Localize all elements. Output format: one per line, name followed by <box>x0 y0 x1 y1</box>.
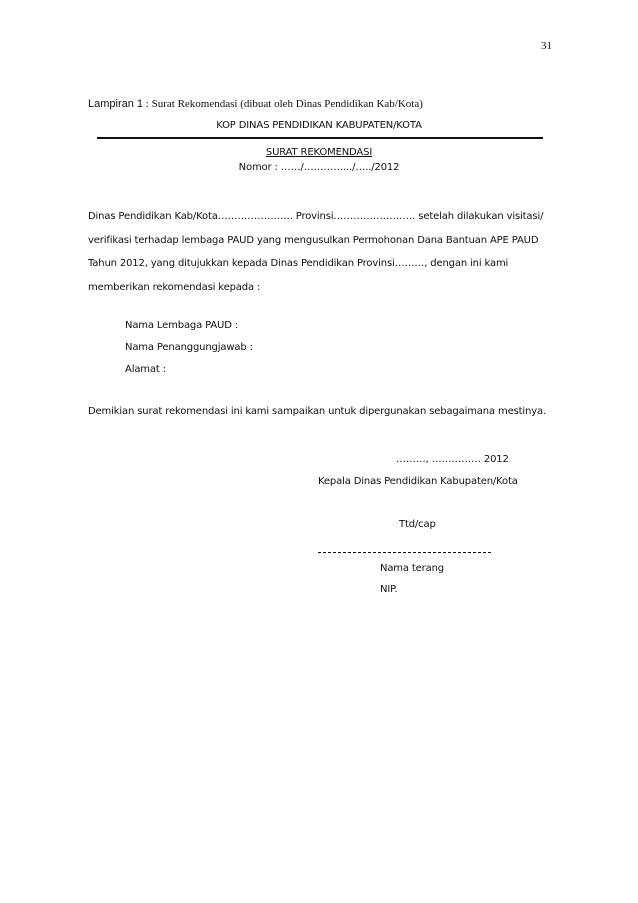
lampiran-heading <box>88 94 423 112</box>
lampiran-text: : Surat Rekomendasi (dibuat oleh Dinas Pendidikan Kab/Kota) <box>143 98 423 110</box>
signature-line <box>318 552 491 553</box>
signatory-nip: NIP. <box>380 584 398 595</box>
field-alamat: Alamat : <box>125 364 166 375</box>
signature-stamp: Ttd/cap <box>399 519 436 530</box>
field-nama-penanggungjawab: Nama Penanggungjawab : <box>125 342 253 353</box>
paragraph-line: verifikasi terhadap lembaga PAUD yang mengusulkan Permohonan Dana Bantuan APE PAUD <box>88 234 539 246</box>
paragraph-line: Dinas Pendidikan Kab/Kota………………….. Provinsi……………………. setelah dilakukan visitasi/ <box>88 211 544 222</box>
kop-heading: KOP DINAS PENDIDIKAN KABUPATEN/KOTA <box>216 120 422 131</box>
body-paragraph <box>88 205 550 299</box>
letter-title: SURAT REKOMENDASI <box>265 147 373 158</box>
lampiran-label: Lampiran 1 <box>88 98 144 110</box>
paragraph-line: memberikan rekomendasi kepada : <box>88 281 261 293</box>
closing-sentence: Demikian surat rekomendasi ini kami sampaikan untuk dipergunakan sebagaimana mestinya. <box>88 406 546 417</box>
letter-number: Nomor : ……/………….../…../2012 <box>238 162 400 173</box>
signature-position: Kepala Dinas Pendidikan Kabupaten/Kota <box>318 476 518 487</box>
signature-date: ………, …………… 2012 <box>396 454 509 465</box>
signatory-name: Nama terang <box>380 563 445 574</box>
paragraph-line: Tahun 2012, yang ditujukkan kepada Dinas Pendidikan Provinsi………, dengan ini kami <box>88 258 509 269</box>
page-number: 31 <box>541 40 552 52</box>
kop-divider <box>97 137 543 139</box>
field-nama-lembaga: Nama Lembaga PAUD : <box>125 320 239 331</box>
